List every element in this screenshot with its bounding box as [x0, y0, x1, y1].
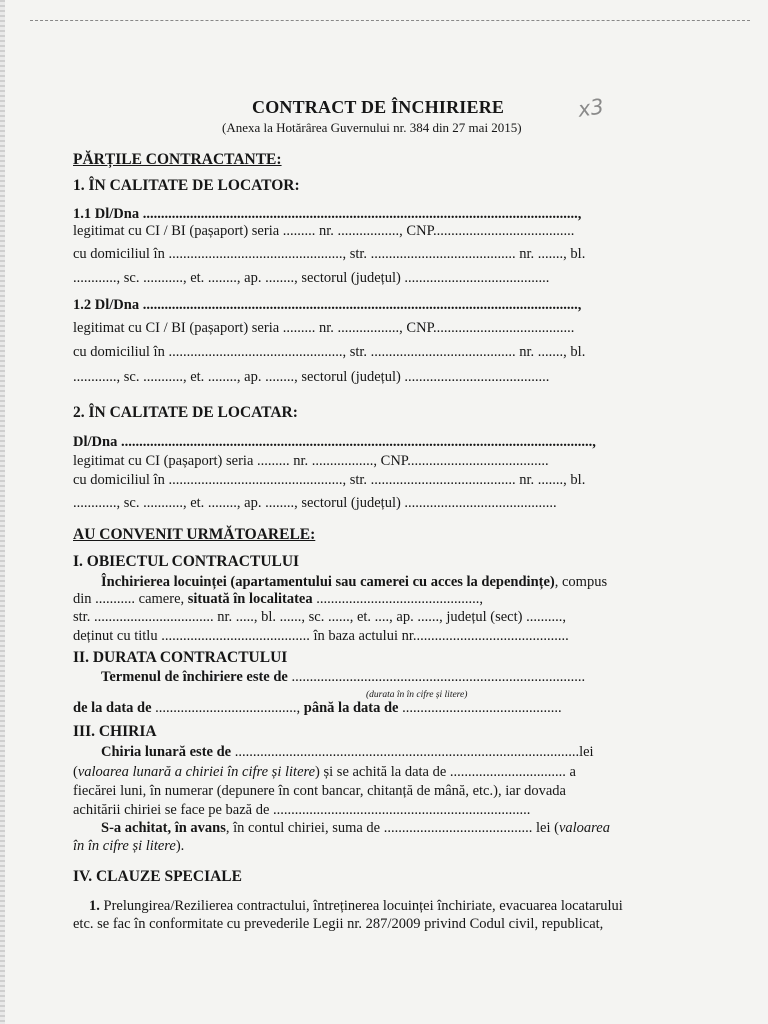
locatar-name-line: ..................................................................................................................................,: [120, 434, 596, 450]
s1-line1: [101, 573, 607, 591]
s3-line1-bold: Chiria lunară este de: [101, 744, 232, 760]
s3-line1-dots: ...............................................................................................lei: [231, 744, 594, 760]
s3-line2-b: ) și se achită la data de ................................ a: [315, 764, 576, 780]
locator1-id-line: legitimat cu CI / BI (pașaport) seria ......... nr. ................., CNP.......................................: [73, 223, 575, 239]
s2-line2-a: de la data de: [73, 700, 152, 716]
document-title: CONTRACT DE ÎNCHIRIERE: [252, 97, 505, 117]
locator-heading: 1. ÎN CALITATE DE LOCATOR:: [73, 177, 300, 194]
s1-line2-bold: situată în localitatea: [187, 591, 313, 607]
s1-line1-bold: Închirierea locuinței (apartamentului sau camerei cu acces la dependințe): [101, 574, 555, 590]
s4-line1: [89, 897, 623, 915]
s4-line2: etc. se fac în conformitate cu prevederile Legii nr. 287/2009 privind Codul civil, republicat,: [73, 916, 604, 932]
locatar-domicile-line: cu domiciliul în ................................................, str. ........................................ nr. ......., bl.: [73, 472, 586, 488]
conv-heading: AU CONVENIT URMĂTOARELE:: [73, 526, 316, 543]
locator2-name-row: [73, 296, 581, 314]
locator2-name-line: ........................................................................................................................,: [142, 297, 582, 313]
locator1-address-line: ............, sc. ..........., et. ........, ap. ........, sectorul (județul) ........................................: [73, 270, 550, 286]
s3-line5-rest: , în contul chiriei, suma de ......................................... lei (: [225, 820, 559, 836]
s2-duration-note: (durata în în cifre și litere): [366, 690, 468, 700]
locator1-name-line: ........................................................................................................................,: [142, 206, 582, 222]
locator2-id-line: legitimat cu CI / BI (pașaport) seria ......... nr. ................., CNP.......................................: [73, 320, 575, 336]
s3-line2-italic: valoarea lunară a chiriei în cifre și litere: [77, 764, 316, 780]
s2-line2-b: .......................................,: [151, 700, 304, 716]
s3-line1: [101, 743, 594, 761]
locatar-id-line: legitimat cu CI (pașaport) seria ......... nr. ................., CNP.......................................: [73, 453, 549, 469]
s2-line1: [101, 668, 585, 686]
s3-line6: [73, 837, 184, 855]
s3-line5-bold: S-a achitat, în avans: [101, 820, 226, 836]
s1-line1-rest: , compus: [554, 574, 608, 590]
locator1-name-row: [73, 205, 581, 223]
s3-line4: achitării chiriei se face pe bază de .......................................................................: [73, 802, 531, 818]
s3-line5: [101, 819, 610, 837]
locator1-domicile-line: cu domiciliul în ................................................, str. ........................................ nr. ......., bl.: [73, 246, 586, 262]
locator2-domicile-line: cu domiciliul în ................................................, str. ........................................ nr. ......., bl.: [73, 344, 586, 360]
locatar-name-row: [73, 433, 596, 451]
locator1-name-label: 1.1 Dl/Dna: [73, 206, 140, 222]
s1-line2: [73, 590, 483, 608]
s3-line2: [73, 763, 576, 781]
s3-line6-rest: ).: [175, 838, 185, 854]
s3-line3: fiecărei luni, în numerar (depunere în cont bancar, chitanță de mână, etc.), iar dovada: [73, 783, 566, 799]
handwritten-note: x3: [576, 94, 606, 122]
locatar-name-label: Dl/Dna: [73, 434, 118, 450]
s1-line4: deținut cu titlu ......................................... în baza actului nr...........................................: [73, 628, 569, 644]
s4-heading: IV. CLAUZE SPECIALE: [73, 868, 242, 885]
s3-heading: III. CHIRIA: [73, 723, 157, 740]
s1-line2-c: .............................................,: [312, 591, 483, 607]
s3-line5-italic: valoarea: [558, 820, 610, 836]
document-subtitle: (Anexa la Hotărârea Guvernului nr. 384 din 27 mai 2015): [222, 120, 522, 135]
locatar-heading: 2. ÎN CALITATE DE LOCATAR:: [73, 404, 298, 421]
s4-line1-rest: Prelungirea/Rezilierea contractului, întreținerea locuinței închiriate, evacuarea locatarului: [99, 898, 623, 914]
locatar-address-line: ............, sc. ..........., et. ........, ap. ........, sectorul (județul) ..........................................: [73, 495, 557, 511]
top-dashed-line: [30, 20, 750, 21]
s1-heading: I. OBIECTUL CONTRACTULUI: [73, 553, 300, 570]
s1-line3: str. ................................. nr. ....., bl. ......, sc. ......, et. ...., ap. ......, județul (sect) ..........,: [73, 609, 566, 625]
s2-line2-c: până la data de: [303, 700, 399, 716]
s2-line1-dots: .................................................................................: [287, 669, 586, 685]
s4-line1-bold: 1.: [89, 898, 100, 914]
locator2-name-label: 1.2 Dl/Dna: [73, 297, 140, 313]
s2-line2: [73, 699, 562, 717]
s3-line6-italic: în în cifre și litere: [73, 838, 176, 854]
parti-heading: PĂRȚILE CONTRACTANTE:: [73, 151, 282, 168]
s2-line2-d: ............................................: [398, 700, 562, 716]
s2-heading: II. DURATA CONTRACTULUI: [73, 649, 288, 666]
s1-line2-a: din ........... camere,: [73, 591, 188, 607]
s3-line2-a: (: [73, 764, 78, 780]
scan-edge: [0, 0, 5, 1024]
s2-line1-bold: Termenul de închiriere este de: [101, 669, 288, 685]
locator2-address-line: ............, sc. ..........., et. ........, ap. ........, sectorul (județul) ........................................: [73, 369, 550, 385]
